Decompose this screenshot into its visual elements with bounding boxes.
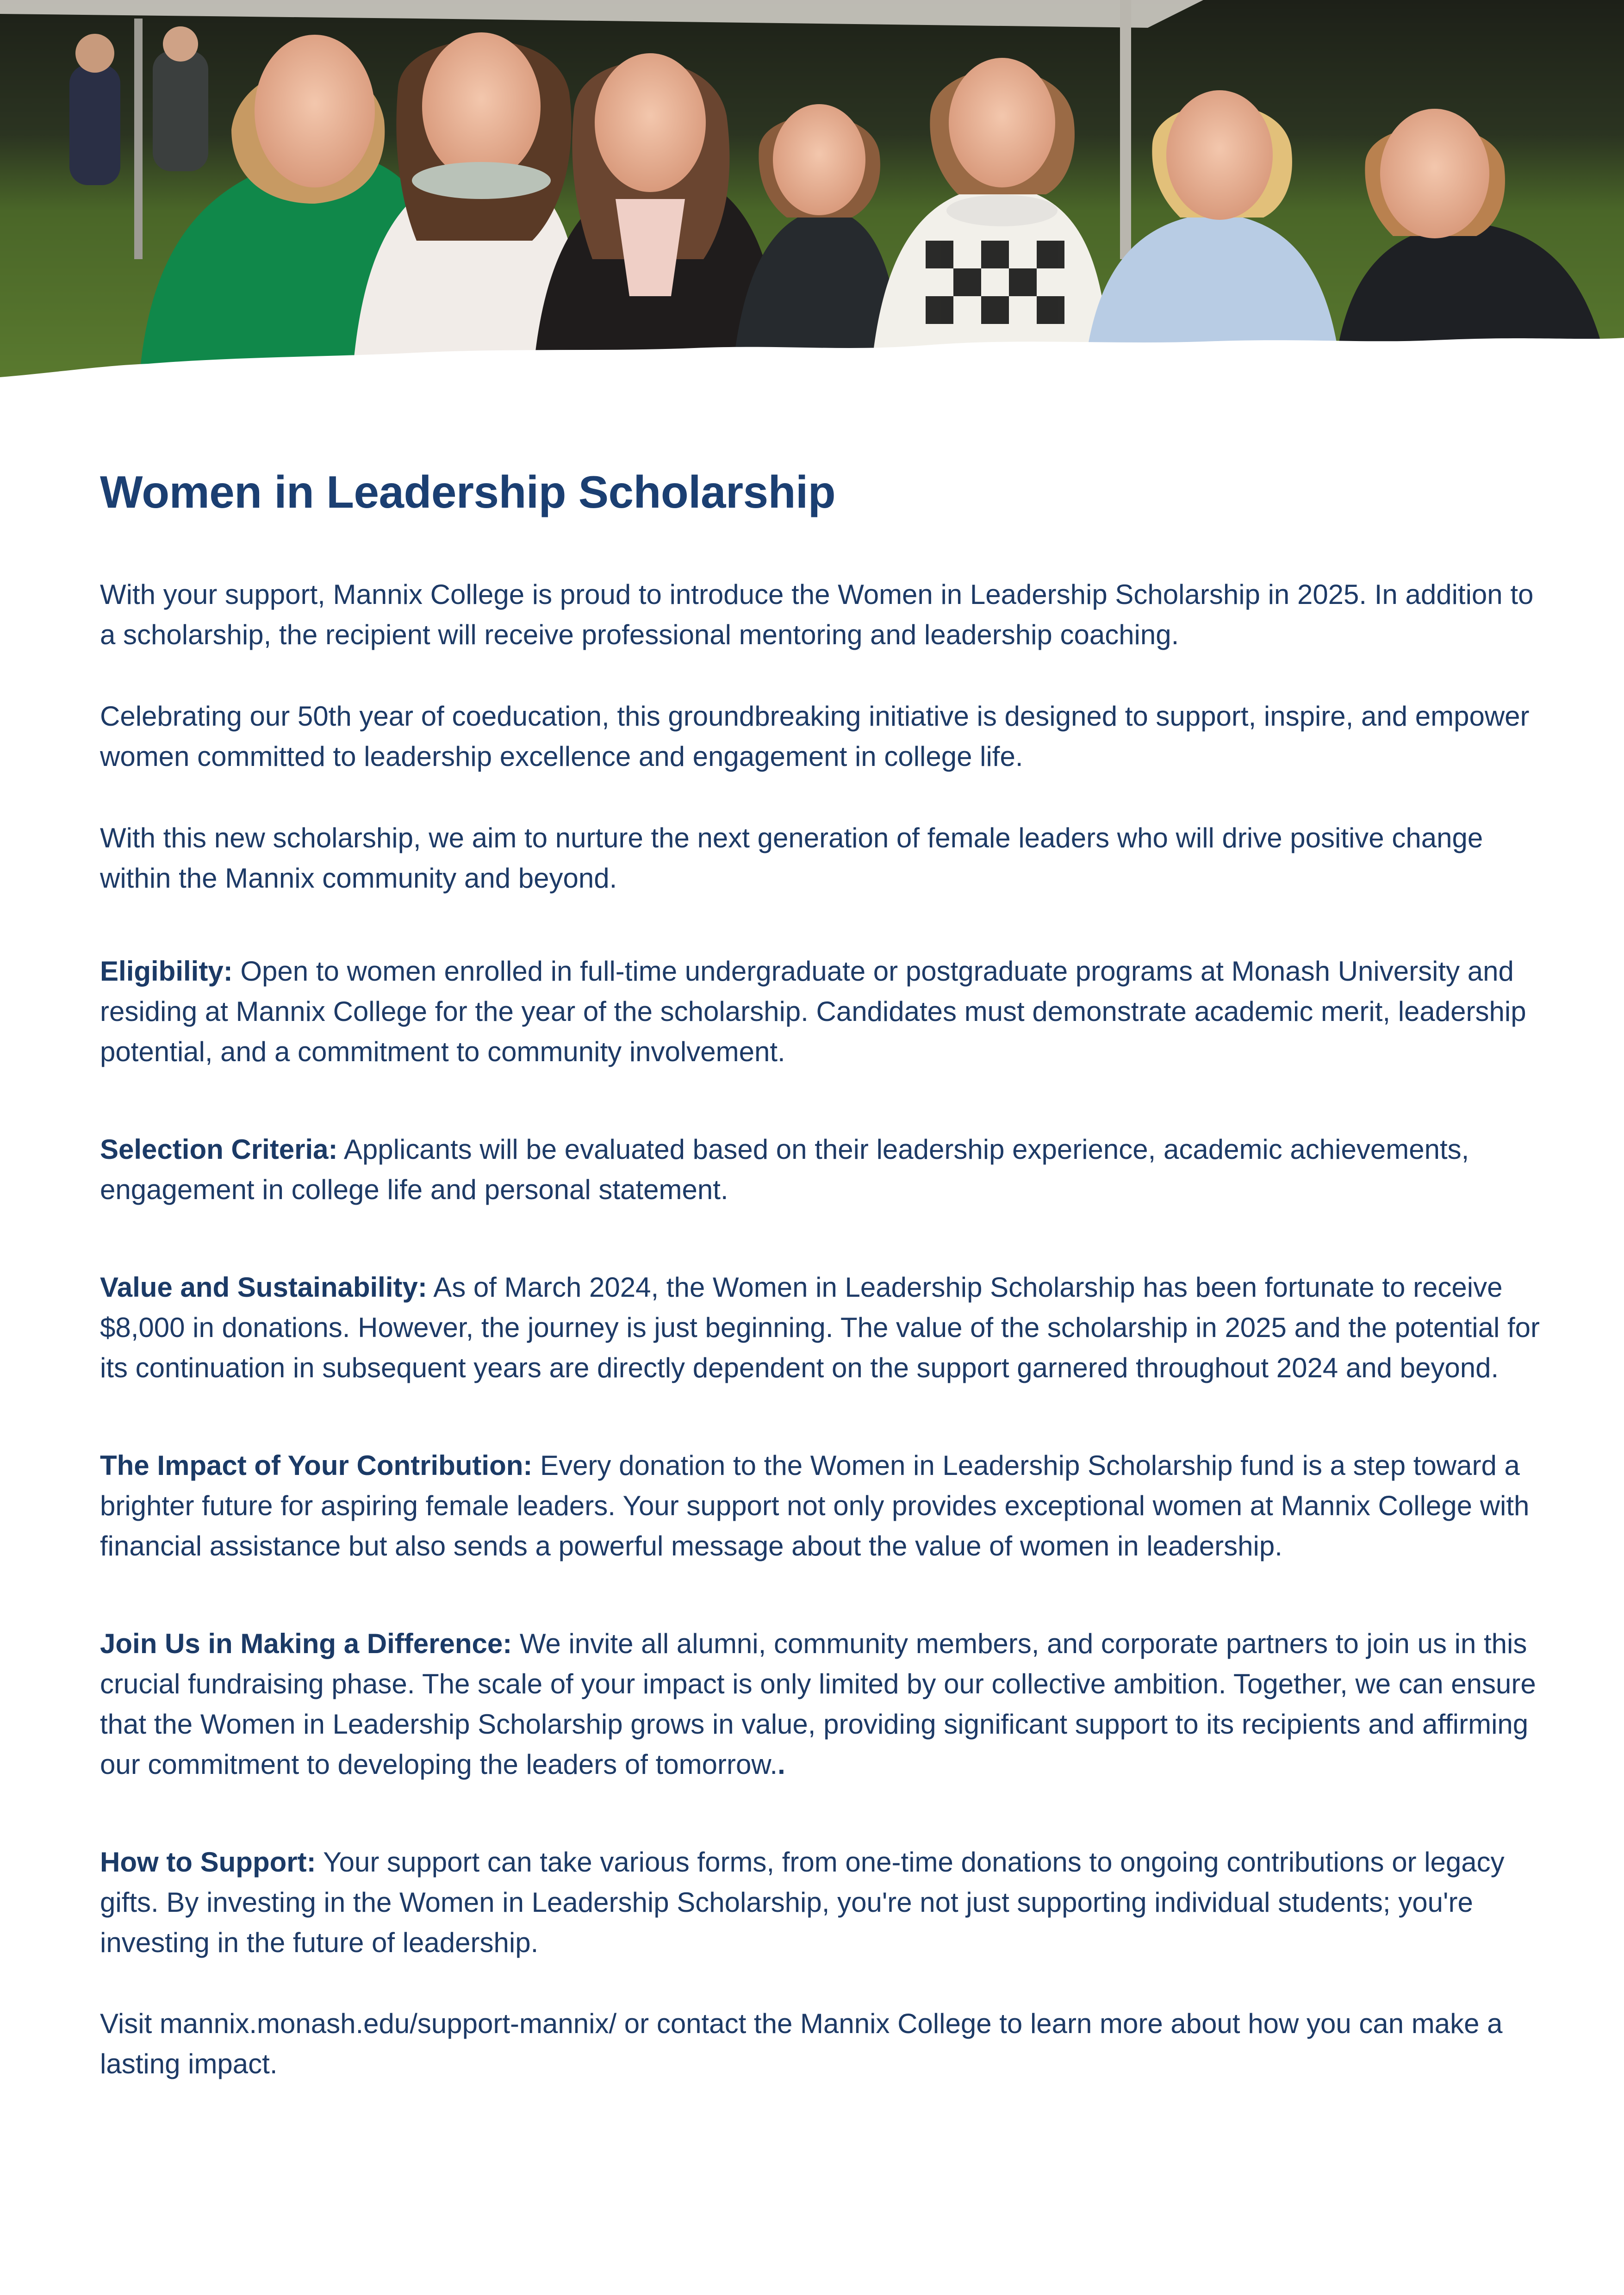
intro-paragraph: With your support, Mannix College is proud to introduce the Women in Leadership Scholarship in 2025. In addition to a scholarship, the recipient will receive professional mentoring and leadership coaching. <box>100 578 1534 650</box>
header-photo <box>0 0 1624 384</box>
page-title: Women in Leadership Scholarship <box>100 466 836 517</box>
intro-paragraph: Celebrating our 50th year of coeducation, this groundbreaking initiative is designed to support, inspire, and empower women committed to leadership excellence and engagement in college life. <box>100 700 1530 772</box>
section-how-to-support <box>100 1842 1544 1963</box>
section-eligibility <box>100 951 1544 1072</box>
section-text: As of March 2024, the Women in Leadership Scholarship has been fortunate to receive $8,000 in donations. However, the journey is just beginning. The value of the scholarship in 2025 and the potential for its continuation in subsequent years are directly dependent on the support garnered throughout 2024 and beyond. <box>100 1271 1540 1383</box>
section-join-us <box>100 1623 1544 1785</box>
section-label: Eligibility: <box>100 955 233 987</box>
intro-paragraph: With this new scholarship, we aim to nurture the next generation of female leaders who will drive positive change within the Mannix community and beyond. <box>100 822 1483 894</box>
section-text: Every donation to the Women in Leadership Scholarship fund is a step toward a brighter future for aspiring female leaders. Your support not only provides exceptional women at Mannix College with financial assistance but also sends a powerful message about the value of women in leadership. <box>100 1449 1530 1561</box>
section-label: Selection Criteria: <box>100 1133 338 1165</box>
section-label: How to Support: <box>100 1846 316 1878</box>
section-label: The Impact of Your Contribution: <box>100 1449 533 1481</box>
section-impact <box>100 1445 1544 1566</box>
section-label: Join Us in Making a Difference: <box>100 1628 512 1659</box>
sentence-period: . <box>778 1748 785 1780</box>
intro-block <box>100 574 1544 898</box>
details-block <box>100 951 1544 1963</box>
section-value-sustainability <box>100 1267 1544 1388</box>
group-photo-image <box>0 0 1624 384</box>
section-text: Open to women enrolled in full-time undergraduate or postgraduate programs at Monash University and residing at Mannix College for the year of the scholarship. Candidates must demonstrate academic merit, leadership potential, and a commitment to community involvement. <box>100 955 1526 1067</box>
closing-paragraph: Visit mannix.monash.edu/support-mannix/ or contact the Mannix College to learn more about how you can make a lasting impact. <box>100 2008 1503 2079</box>
section-text: We invite all alumni, community members, and corporate partners to join us in this crucial fundraising phase. The scale of your impact is only limited by our collective ambition. Together, we can ensure that the Women in Leadership Scholarship grows in value, providing significant support to its recipients and affirming our commitment to developing the leaders of tomorrow. <box>100 1628 1536 1780</box>
scholarship-content <box>100 444 1544 2084</box>
section-text: Your support can take various forms, from one-time donations to ongoing contributions or legacy gifts. By investing in the Women in Leadership Scholarship, you're not just supporting individual students; you're investing in the future of leadership. <box>100 1846 1505 1958</box>
section-label: Value and Sustainability: <box>100 1271 427 1303</box>
section-text: Applicants will be evaluated based on their leadership experience, academic achievements, engagement in college life and personal statement. <box>100 1133 1469 1205</box>
section-selection-criteria <box>100 1129 1544 1210</box>
